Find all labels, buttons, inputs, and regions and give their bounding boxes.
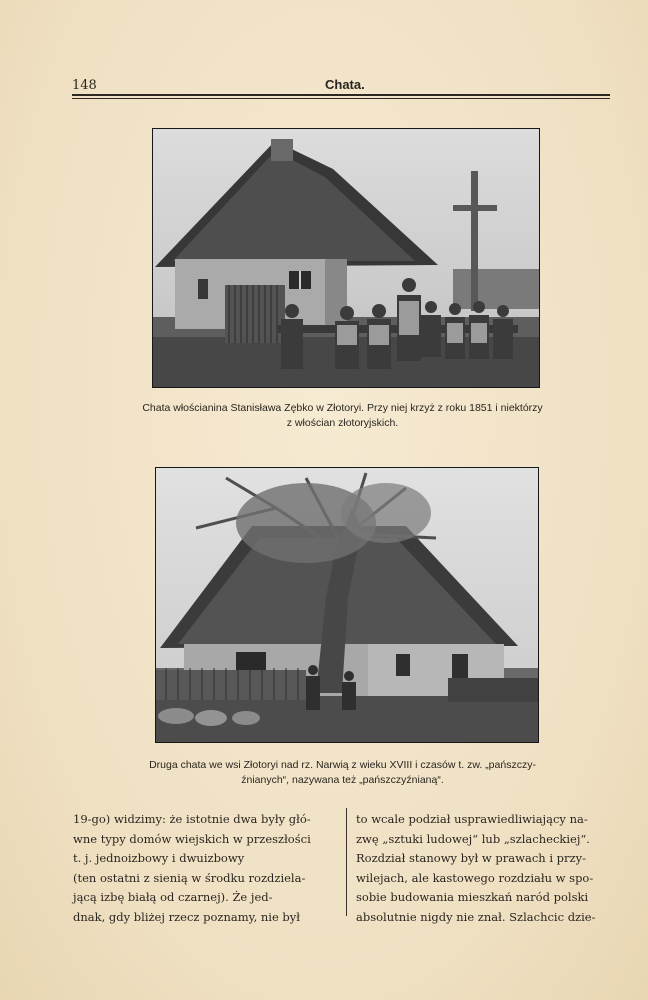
figure-caption-1 [70,401,615,431]
left-line-5: jącą izbę białą od czarnej). Że jed- [73,890,273,905]
running-title: Chata. [325,77,365,92]
left-line-6: dnak, gdy bliżej rzecz poznamy, nie był [73,909,301,924]
right-line-2: zwę „sztuki ludowej“ lub „szlacheckiej“. [356,831,590,846]
photo-cottage-with-tree [155,467,539,743]
column-separator [346,808,347,916]
photo-cottage-with-cross [152,128,540,388]
caption-2-line-1: Druga chata we wsi Złotoryi nad rz. Narwią z wieku XVIII i czasów t. zw. „pańszczy- [149,759,536,771]
header-rule-thick [72,94,610,96]
right-line-3: Rozdział stanowy był w prawach i przy- [356,851,586,866]
page-header [72,78,610,94]
caption-2-line-2: źnianych“, nazywana też „pańszczyźnianą“. [241,774,444,786]
text-column-left [73,810,340,928]
header-rule-thin [72,98,610,99]
left-line-1: 19-go) widzimy: że istotnie dwa były głó- [73,812,311,826]
page-number: 148 [72,78,97,93]
right-line-1: to wcale podział usprawiedliwiający na- [356,812,588,826]
right-line-4: wilejach, ale kastowego rozdziału w spo- [356,870,594,885]
right-line-5: sobie budowania mieszkań naród polski [356,890,589,905]
figure-caption-2 [70,758,615,788]
left-line-3: t. j. jednoizbowy i dwuizbowy [73,851,245,866]
caption-1-line-1: Chata włościanina Stanisława Zębko w Złotoryi. Przy niej krzyż z roku 1851 i niektórzy [142,402,543,414]
left-line-2: wne typy domów wiejskich w przeszłości [73,831,311,846]
right-line-6: absolutnie nigdy nie znał. Szlachcic dzie- [356,909,596,924]
text-column-right [356,810,614,928]
caption-1-line-2: z włościan złotoryjskich. [286,417,399,429]
left-line-4: (ten ostatni z sienią w środku rozdziela- [73,870,306,885]
